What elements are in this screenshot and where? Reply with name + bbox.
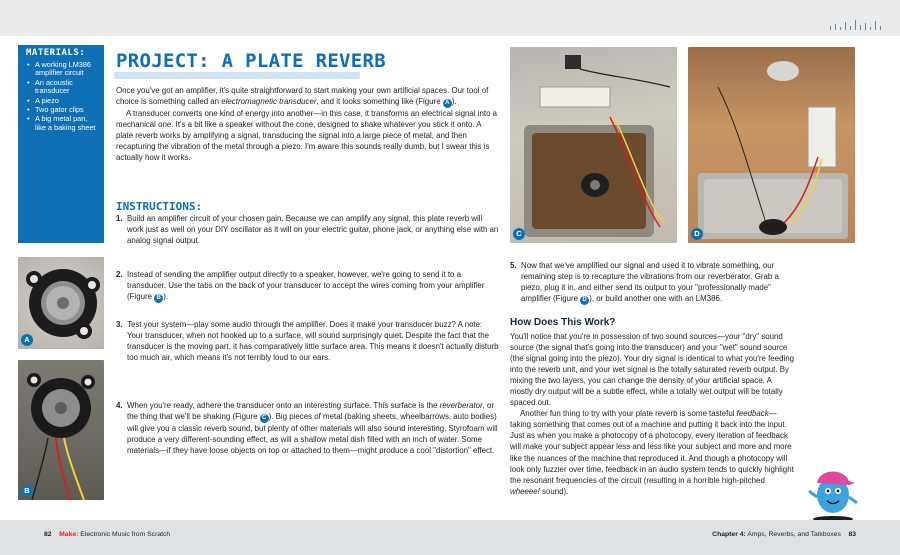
figure-d-photo: [688, 47, 855, 243]
step-2: [116, 269, 500, 303]
how-text-run: sound).: [539, 486, 569, 496]
step-number: 1.: [116, 214, 123, 223]
figure-label: D: [691, 228, 703, 240]
plate-reverb-pan-illustration: [510, 47, 677, 243]
materials-list: [26, 61, 98, 132]
step-text-run: , or the thing that we'll be shaking (Figure: [127, 401, 495, 422]
how-emphasis: feedback: [736, 409, 769, 419]
step-1: [116, 213, 500, 246]
footer-left: [44, 531, 170, 538]
figure-ref-c: C: [260, 414, 269, 423]
materials-item: • Two gator clips: [26, 106, 98, 114]
how-text-run: —taking something that comes out of a machine and putting it back into the input. Just as when you make a photocopy of a photocopy, every iteration of feedback will make your subject appear less and less like your subject and more and more like the nuances of the machine that reproduced it. And though a photocopy will look only fuzzier over time, feedback in an audio system tends to quickly highlight the resonant frequencies of the circuit (resulting in a horrible high-pitched: [510, 409, 794, 485]
step-text-run: Now that we've amplified our signal and used it to vibrate something, our remaining step is to recapture the vibrations from our reverberator. Grab a piezo, plug it in, and either send its output to your "professionally made" amplifier (Figure: [521, 261, 779, 304]
step-4: [116, 400, 500, 456]
figure-b-photo: [18, 360, 104, 500]
figure-ref-a: A: [443, 99, 452, 108]
footer-book-title: Electronic Music from Scratch: [80, 531, 171, 538]
how-heading: How Does This Work?: [510, 317, 616, 328]
materials-item: • A piezo: [26, 97, 98, 105]
title-part2: A PLATE REVERB: [221, 50, 387, 72]
skateboard-mascot-illustration: [803, 463, 863, 525]
step-text: Test your system—play some audio through the amplifier. Does it make your transducer buzz? A note: Your transducer, when not hooked up to a surface, will sound surprisingly quiet. Despite the fact that the transducer is the moving part, it has comparatively little surface area. This means it doesn't actually disturb too much air, which means it's not terribly loud to our ears.: [127, 320, 499, 363]
step-text: Build an amplifier circuit of your chosen gain. Because we can amplify any signal, this plate reverb will work just as well on your DIY oscillator as it will on your electric guitar, phone jack, or anything else with an analog signal output.: [127, 214, 499, 246]
ruler-ornament: [830, 18, 882, 30]
wired-transducer-illustration: [18, 360, 104, 500]
materials-item: • An acoustic transducer: [26, 79, 98, 96]
step-text-run: Instead of sending the amplifier output directly to a speaker, however, we're going to send it to a transducer. Use the tabs on the back of your transducer to accept the wires coming from your amplifier (Figure: [127, 270, 485, 302]
step-number: 2.: [116, 270, 123, 279]
page-title: [116, 50, 386, 72]
figure-ref-d: D: [580, 296, 589, 305]
page-number-left: 82: [44, 531, 52, 538]
step-3: [116, 319, 500, 363]
figure-label: C: [513, 228, 525, 240]
step-number: 5.: [510, 261, 517, 270]
how-text-run: Another fun thing to try with your plate reverb is some tasteful: [520, 409, 737, 419]
materials-heading: MATERIALS:: [26, 48, 86, 58]
pan-with-piezo-illustration: [688, 47, 855, 243]
how-paragraph-1: You'll notice that you're in possession of two sound sources—your "dry" sound source (the signal that's going into the transducer) and your "wet" sound source (the signal going into the piezo). Your dry signal is identical to what you're feeding into the reverb unit, and your wet signal is the totally saturated reverb output. By mixing the two layers, you can change the density of your artificial space. A mostly dry output will be a subtle effect, while a totally wet output will be totally spaced out.: [510, 332, 794, 408]
title-part1: PROJECT:: [116, 50, 210, 72]
step-5: [510, 260, 796, 305]
step-text-run: ), or build another one with an LM386.: [589, 294, 723, 304]
how-paragraph-2: [510, 408, 795, 496]
instructions-heading: INSTRUCTIONS:: [116, 200, 203, 213]
step-text-run: ).: [163, 292, 169, 302]
figure-label: A: [21, 334, 33, 346]
intro-paragraph-1: [116, 85, 500, 108]
footer-brand: Make:: [59, 531, 79, 538]
how-text: [510, 331, 795, 497]
figure-a-photo: [18, 257, 104, 349]
intro-text-run: Once you've got an amplifier, it's quite straightforward to start making your own artificial spaces. Our tool of choice is something called an: [116, 86, 489, 107]
step-text: [127, 269, 500, 303]
footer-right: [712, 531, 856, 538]
step-number: 4.: [116, 401, 123, 410]
step-number: 3.: [116, 320, 123, 329]
materials-box: [18, 45, 104, 243]
intro-paragraph-2: A transducer converts one kind of energy into another—in this case, it transforms an electrical signal into a mechanical one. It's a bit like a speaker without the cone, designed to shake whatever you stick it onto. A plate reverb works by amplifying a signal, transducing the signal into a large piece of metal, and then recapturing the vibration of the metal through a piezo. I'm aware this sounds really dumb, but I swear this is actually how it works.: [116, 109, 498, 163]
intro-text-run: , and it looks something like (Figure: [316, 97, 443, 107]
figure-c-photo: [510, 47, 677, 243]
step-text-run: When you're ready, adhere the transducer onto an interesting surface. This surface is the: [127, 401, 440, 410]
materials-item: • A working LM386 amplifier circuit: [26, 61, 98, 78]
figure-ref-b: B: [154, 294, 163, 303]
page-number-right: 83: [848, 531, 856, 538]
intro-text: [116, 85, 500, 163]
footer-chapter: Chapter 4:: [712, 531, 746, 538]
step-emphasis: reverberator: [439, 401, 483, 410]
title-highlight: [114, 72, 360, 79]
step-text: [521, 260, 796, 305]
how-emphasis: wheeee!: [510, 486, 540, 496]
top-band: [0, 0, 900, 36]
figure-label: B: [21, 485, 33, 497]
step-text-run: ). Big pieces of metal (baking sheets, wheelbarrows, auto bodies) will give you a classic reverb sound, but plenty of other materials will also sound interesting. Styrofoam will produce a very different-sounding effect, as will a shallow metal dish filled with an inch of water. Some materials—if they have loose objects on top or attached to them—might produce a cool "distortion" effect.: [127, 412, 498, 456]
materials-item: • A big metal pan, like a baking sheet: [26, 115, 98, 132]
footer-chapter-title: Amps, Reverbs, and Talkboxes: [747, 531, 841, 538]
intro-emphasis: electromagnetic transducer: [221, 97, 317, 107]
step-text: [127, 400, 500, 456]
intro-text-run: ).: [451, 97, 457, 107]
